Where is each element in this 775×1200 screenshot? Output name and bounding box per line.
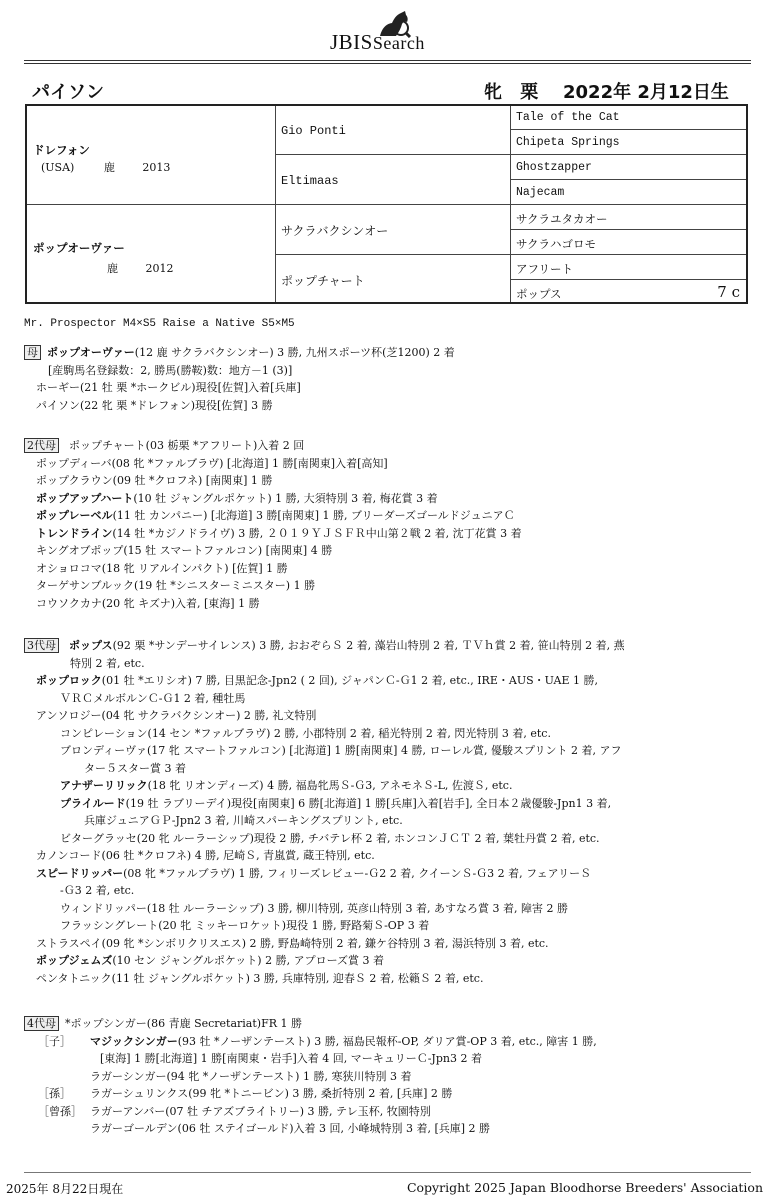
list-item[interactable]: ポップディーバ(08 牝 *ファルブラヴ) [北海道] 1 勝[南関東]入着[高知] [36,456,388,470]
list-item[interactable]: スピードリッパー(08 牝 *ファルブラヴ) 1 勝, フィリーズレビュー-Ｇ2 2 着, クイーンＳ-Ｇ3 2 着, フェアリーＳ [36,866,592,880]
list-item[interactable]: ストラスペイ(09 牝 *シンボリクリスエス) 2 勝, 野島崎特別 2 着, 鎌ケ谷特別 3 着, 湯浜特別 3 着, etc. [36,936,549,950]
list-item[interactable]: ターゲサンブルック(19 牡 *シニスターミニスター) 1 勝 [36,579,316,592]
footer-divider [24,1172,751,1173]
list-item[interactable]: カノンコード(06 牡 *クロフネ) 4 勝, 尼崎Ｓ, 青嵐賞, 蔵王特別, etc. [36,849,375,862]
list-item[interactable]: パイソン(22 牝 栗 *ドレフォン)現役[佐賀] 3 勝 [36,398,273,412]
list-item[interactable]: ホーギー(21 牡 栗 *ホークビル)現役[佐賀]入着[兵庫] [36,381,301,394]
dam4-section: 4代母 *ポップシンガー(86 青鹿 Secretariat)FR 1 勝 ［子］ マジックシンガー(93 牡 *ノーザンテースト) 3 勝, 福島民報杯-OP, ダリア賞-OP 3 着, etc., 障害 1 勝, [東海] 1 勝[北海道] 1 勝[南関東・岩手]入着 4 回, マーキュリーＣ-Jpn3 2 着 ラガーシンガー(94 牝 *ノーザンテースト) 1 勝, 寒狭川特別 3 着 ［孫］ ラガーシュリンクス(99 牝 *トニービン) 3 勝, 桑折特別 2 着, [兵庫] 2 勝 ［曾孫］ ラガーアンバー(07 牡 チアズブライトリー) 3 勝, テレ玉杯, 牧園特別 ラガーゴールデン(06 牡 ステイゴールド)入着 3 回, 小峰城特別 3 着, [兵庫] 2 勝 [24,1015,759,1138]
sire-origin: (USA) [41,161,75,174]
jbis-logo[interactable] [330,10,460,54]
dd-sire[interactable]: アフリート [516,264,574,277]
dam1-section: 母 ポップオーヴァー(12 鹿 サクラバクシンオー) 3 勝, 九州スポーツ杯(芝1200) 2 着 [産駒馬名登録数：2, 勝馬(勝鞍)数：地方－1 (3)] ホーギー(21 牡 栗 *ホークビル)現役[佐賀]入着[兵庫] パイソン(22 牝 栗 *ドレフォン)現役[佐賀] 3 勝 [24,344,759,414]
list-item: ポップアップハート(10 牡 ジャングルポケット) 1 勝, 大須特別 3 着, 梅花賞 3 着 [36,491,438,505]
family-number: 7 c [717,283,740,301]
sd-dam[interactable]: Najecam [516,186,565,199]
dam-cell[interactable] [33,240,174,276]
dam2-tag: 2代母 [24,438,59,453]
list-item[interactable]: ＶＲＣメルボルンＣ-Ｇ1 2 着, 種牡馬 [60,691,246,705]
dam3-section: 3代母 ポップス(92 栗 *サンデーサイレンス) 3 勝, おおぞらＳ 2 着, 藻岩山特別 2 着, ＴＶｈ賞 2 着, 笹山特別 2 着, 燕 特別 2 着, etc. ポップロック(01 牡 *エリシオ) 7 勝, 目黒記念-Jpn2 ( 2 回), ジャパンＣ-Ｇ1 2 着, etc., IRE・AUS・UAE 1 勝, ＶＲＣメルボルンＣ-Ｇ1 2 着, 種牡馬 アンソロジー(04 牝 サクラバクシンオー) 2 勝, 礼文特別 コンピレーション(14 セン *ファルブラヴ) 2 勝, 小郡特別 2 着, 稲光特別 2 着, 閃光特別 3 着, etc. ブロンディーヴァ(17 牝 スマートファルコン) [北海道] 1 勝[南関東] 4 勝, ローレル賞, 優駿スプリント 2 着, アフ ター５スター賞 3 着 アナザーリリック(18 牝 リオンディーズ) 4 勝, 福島牝馬Ｓ-Ｇ3, アネモネＳ-L, 佐渡Ｓ, etc. プライルード(19 牡 ラブリーデイ)現役[南関東] 6 勝[北海道] 1 勝[兵庫]入着[岩手], 全日本２歳優駿-Jpn1 3 着, 兵庫ジュニアＧＰ-Jpn2 3 着, 川崎スパーキングスプリント, etc. ビターグラッセ(20 牝 ルーラーシップ)現役 2 勝, チバテレ杯 2 着, ホンコンＪＣＴ 2 着, 葉牡丹賞 2 着, etc. カノンコード(06 牡 *クロフネ) 4 勝, 尼崎Ｓ, 青嵐賞, 蔵王特別, etc. スピードリッパー(08 牝 *ファルブラヴ) 1 勝, フィリーズレビュー-Ｇ2 2 着, クイーンＳ-Ｇ3 2 着, フェアリーＳ -Ｇ3 2 着, etc. ウィンドリッパー(18 牡 ルーラーシップ) 3 勝, 柳川特別, 英彦山特別 3 着, あすなろ賞 3 着, 障害 2 勝 フラッシングレート(20 牝 ミッキーロケット)現役 1 勝, 野路菊Ｓ-OP 3 着 ストラスペイ(09 牝 *シンボリクリスエス) 2 勝, 野島崎特別 2 着, 鎌ケ谷特別 3 着, 湯浜特別 3 着, etc. ポップジェムズ(10 セン ジャングルポケット) 2 勝, アプローズ賞 3 着 ペンタトニック(11 牡 ジャングルポケット) 3 勝, 兵庫特別, 迎春Ｓ 2 着, 松籟Ｓ 2 着, etc. [24,637,759,987]
list-item[interactable]: ポップロック(01 牡 *エリシオ) 7 勝, 目黒記念-Jpn2 ( 2 回), ジャパンＣ-Ｇ1 2 着, etc., IRE・AUS・UAE 1 勝, [36,674,599,687]
list-item[interactable]: ブロンディーヴァ(17 牝 スマートファルコン) [北海道] 1 勝[南関東] 4 勝, ローレル賞, 優駿スプリント 2 着, アフ [60,744,622,757]
sire-year: 2013 [142,161,171,174]
footer-copyright: Copyright 2025 Japan Bloodhorse Breeders' Association [406,1180,763,1195]
dam-year: 2012 [145,262,174,275]
list-item[interactable]: アンソロジー(04 牝 サクラバクシンオー) 2 勝, 礼文特別 [36,709,317,722]
sire-dam[interactable]: Eltimaas [281,174,339,188]
dam1-name[interactable]: ポップオーヴァー [47,346,135,359]
horse-sex-color: 牝 栗 [484,82,545,103]
header-divider-2 [24,63,751,64]
list-item[interactable]: -Ｇ3 2 着, etc. [60,884,135,897]
list-item[interactable]: ［曾孫］ ラガーアンバー(07 牡 チアズブライトリー) 3 勝, テレ玉杯, 牧園特別 [38,1104,431,1118]
dam-dam[interactable]: ポップチャート [281,275,365,289]
list-item[interactable]: コンピレーション(14 セン *ファルブラヴ) 2 勝, 小郡特別 2 着, 稲光特別 2 着, 閃光特別 3 着, etc. [60,726,551,740]
list-item[interactable]: アナザーリリック(18 牝 リオンディーズ) 4 勝, 福島牝馬Ｓ-Ｇ3, アネモネＳ-L, 佐渡Ｓ, etc. [60,779,513,792]
sire-color: 鹿 [103,161,115,174]
sire-sire[interactable]: Gio Ponti [281,124,346,138]
dam3-tag: 3代母 [24,638,59,653]
list-item[interactable]: ［孫］ ラガーシュリンクス(99 牝 *トニービン) 3 勝, 桑折特別 2 着, [兵庫] 2 勝 [38,1087,453,1100]
dam-sire[interactable]: サクラバクシンオー [281,225,389,239]
list-item[interactable]: ［子］ マジックシンガー(93 牡 *ノーザンテースト) 3 勝, 福島民報杯-OP, ダリア賞-OP 3 着, etc., 障害 1 勝, [38,1034,597,1048]
list-item[interactable]: フラッシングレート(20 牝 ミッキーロケット)現役 1 勝, 野路菊Ｓ-OP 3 着 [60,919,430,932]
ss-sire[interactable]: Tale of the Cat [516,111,620,124]
horse-name: パイソン [32,82,104,103]
dam-name[interactable]: ポップオーヴァー [33,241,125,255]
sire-name[interactable]: ドレフォン [33,143,90,157]
list-item[interactable]: [東海] 1 勝[北海道] 1 勝[南関東・岩手]入着 4 回, マーキュリーＣ-Jpn3 2 着 [100,1052,482,1065]
sire-cell[interactable] [33,142,170,175]
list-item: ポップレーベル(11 牡 カンパニー) [北海道] 3 勝[南関東] 1 勝, ブリーダーズゴールドジュニアＣ [36,509,515,522]
dam1-tag: 母 [24,345,41,360]
dd-dam[interactable]: ポップス [516,289,562,302]
horse-birthdate: 2022年 2月12日生 [563,82,729,103]
logo-text: JBISSearch [330,30,425,54]
list-item[interactable]: ポップジェムズ(10 セン ジャングルポケット) 2 勝, アプローズ賞 3 着 [36,954,385,967]
list-item[interactable]: キングオブポップ(15 牡 スマートファルコン) [南関東] 4 勝 [36,544,333,557]
list-item[interactable]: ビターグラッセ(20 牝 ルーラーシップ)現役 2 勝, チバテレ杯 2 着, ホンコンＪＣＴ 2 着, 葉牡丹賞 2 着, etc. [60,831,600,845]
list-item: トレンドライン(14 牡 *カジノドライヴ) 3 勝, ２０１９ＹＪＳＦＲ中山第２戦 2 着, 沈丁花賞 3 着 [36,526,522,540]
list-item[interactable]: オショロコマ(18 牝 リアルインパクト) [佐賀] 1 勝 [36,561,288,575]
inbreeding-line: Mr. Prospector M4×S5 Raise a Native S5×M5 [24,318,295,330]
list-item[interactable]: ポップクラウン(09 牡 *クロフネ) [南関東] 1 勝 [36,474,273,487]
list-item[interactable]: プライルード(19 牡 ラブリーデイ)現役[南関東] 6 勝[北海道] 1 勝[兵庫]入着[岩手], 全日本２歳優駿-Jpn1 3 着, [60,796,612,810]
ds-sire[interactable]: サクラユタカオー [516,214,608,227]
footer-date: 2025年 8月22日現在 [6,1182,124,1196]
header-divider [24,60,751,61]
dam-color: 鹿 [107,262,118,275]
list-item[interactable]: 兵庫ジュニアＧＰ-Jpn2 3 着, 川崎スパーキングスプリント, etc. [84,814,403,827]
list-item[interactable]: コウソクカナ(20 牝 キズナ)入着, [東海] 1 勝 [36,596,260,610]
sd-sire[interactable]: Ghostzapper [516,161,592,174]
list-item[interactable]: ウィンドリッパー(18 牡 ルーラーシップ) 3 勝, 柳川特別, 英彦山特別 3 着, あすなろ賞 3 着, 障害 2 勝 [60,901,568,915]
pedigree-table [25,104,748,304]
list-item[interactable]: ペンタトニック(11 牡 ジャングルポケット) 3 勝, 兵庫特別, 迎春Ｓ 2 着, 松籟Ｓ 2 着, etc. [36,971,484,985]
list-item[interactable]: ラガーゴールデン(06 牡 ステイゴールド)入着 3 回, 小峰城特別 3 着, [兵庫] 2 勝 [90,1122,491,1135]
list-item[interactable]: ター５スター賞 3 着 [84,761,186,775]
dam4-tag: 4代母 [24,1016,59,1031]
dam2-section: 2代母 ポップチャート(03 栃栗 *アフリート)入着 2 回 ポップディーバ(08 牝 *ファルブラヴ) [北海道] 1 勝[南関東]入着[高知] ポップクラウン(09 牡 *クロフネ) [南関東] 1 勝 ポップアップハート(10 牡 ジャングルポケット) 1 勝, 大須特別 3 着, 梅花賞 3 着 ポップレーベル(11 牡 カンパニー) [北海道] 3 勝[南関東] 1 勝, ブリーダーズゴールドジュニアＣ トレンドライン(14 牡 *カジノドライヴ) 3 勝, ２０１９ＹＪＳＦＲ中山第２戦 2 着, 沈丁花賞 3 着 キングオブポップ(15 牡 スマートファルコン) [南関東] 4 勝 オショロコマ(18 牝 リアルインパクト) [佐賀] 1 勝 ターゲサンブルック(19 牡 *シニスターミニスター) 1 勝 コウソクカナ(20 牝 キズナ)入着, [東海] 1 勝 [24,437,759,612]
ds-dam[interactable]: サクラハゴロモ [516,239,597,252]
ss-dam[interactable]: Chipeta Springs [516,136,620,149]
list-item[interactable]: ラガーシンガー(94 牝 *ノーザンテースト) 1 勝, 寒狭川特別 3 着 [90,1069,412,1083]
